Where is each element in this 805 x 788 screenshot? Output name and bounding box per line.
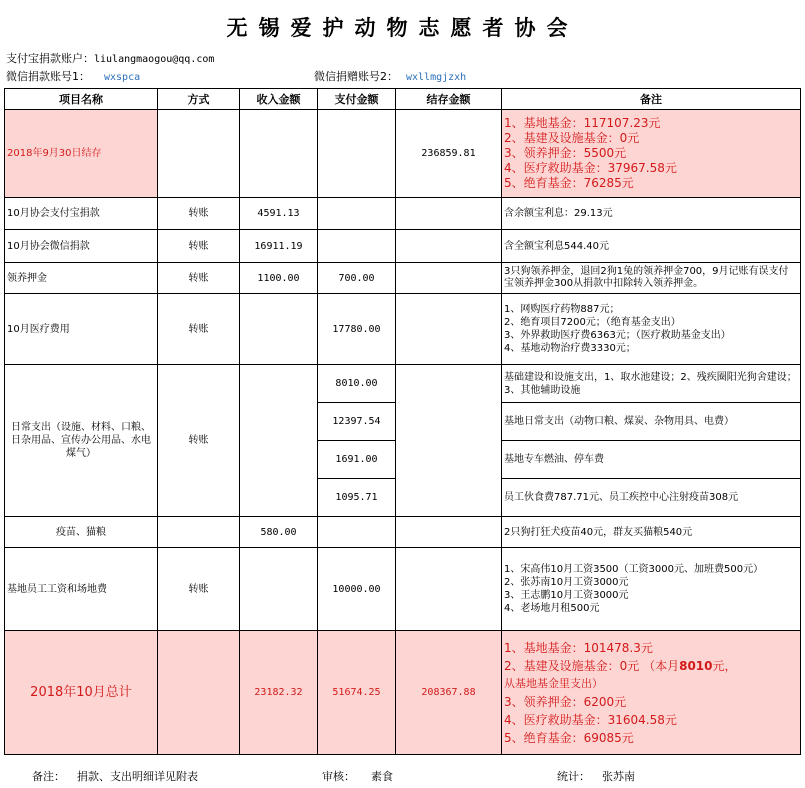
medical-row-method: 转账 xyxy=(158,294,240,365)
salary-row-name: 基地员工工资和场地费 xyxy=(5,548,158,631)
wechat-row-income: 16911.19 xyxy=(240,230,318,263)
vaccine-row-income: 580.00 xyxy=(240,517,318,548)
medical-row-notes: 1、网购医疗药物887元； 2、绝育项目7200元；（绝育基金支出） 3、外界救助医疗费6363元；（医疗救助基金支出） 4、基地动物治疗费3330元； xyxy=(502,294,801,365)
header-item-name: 项目名称 xyxy=(5,89,158,110)
header-notes: 备注 xyxy=(502,89,801,110)
wechat2-label: 微信捐赠账号2： xyxy=(314,70,398,83)
opening-notes: 1、基地基金：117107.23元 2、基建及设施基金：0元 3、领养押金：5500元 4、医疗救助基金：37967.58元 5、绝育基金：76285元 xyxy=(502,110,801,198)
deposit-row-note: 3只狗领养押金，退回2狗1兔的领养押金700，9月记账有误支付宝领养押金300从捐款中扣除转入领养押金。 xyxy=(502,263,801,294)
table-row xyxy=(5,198,801,230)
header-payment: 支付金额 xyxy=(318,89,396,110)
wechat-account-1 xyxy=(6,68,140,84)
total-row-balance: 208367.88 xyxy=(396,631,502,755)
table-row xyxy=(5,365,801,403)
finance-table xyxy=(4,88,801,755)
medical-row-payment: 17780.00 xyxy=(318,294,396,365)
deposit-row-payment: 700.00 xyxy=(318,263,396,294)
wechat-row-note: 含全额宝利息544.40元 xyxy=(502,230,801,263)
table-row xyxy=(5,294,801,365)
daily-item-payment: 1095.71 xyxy=(318,479,396,517)
header-row xyxy=(5,89,801,110)
deposit-row-method: 转账 xyxy=(158,263,240,294)
daily-item-note: 基地专车燃油、停车费 xyxy=(502,441,801,479)
table-row xyxy=(5,631,801,755)
footer-remark: 备注： 捐款、支出明细详见附表 xyxy=(32,770,198,783)
total-row-income: 23182.32 xyxy=(240,631,318,755)
page-title: 无锡爱护动物志愿者协会 xyxy=(226,15,579,40)
salary-row-method: 转账 xyxy=(158,548,240,631)
salary-row-payment: 10000.00 xyxy=(318,548,396,631)
total-row-payment: 51674.25 xyxy=(318,631,396,755)
vaccine-row-name: 疫苗、猫粮 xyxy=(5,517,158,548)
opening-balance: 236859.81 xyxy=(396,110,502,198)
footer-audit: 审核： 素食 xyxy=(322,770,393,783)
wechat-row-method: 转账 xyxy=(158,230,240,263)
daily-item-note: 员工伙食费787.71元、员工疾控中心注射疫苗308元 xyxy=(502,479,801,517)
alipay-label: 支付宝捐款账户： xyxy=(6,52,94,65)
wechat1-label: 微信捐款账号1： xyxy=(6,70,90,83)
wechat1-value: wxspca xyxy=(104,72,141,83)
header-balance: 结存金额 xyxy=(396,89,502,110)
header-method: 方式 xyxy=(158,89,240,110)
opening-name: 2018年9月30日结存 xyxy=(5,110,158,198)
wechat2-value: wxllmgjzxh xyxy=(406,72,467,83)
daily-item-payment: 12397.54 xyxy=(318,403,396,441)
header-income: 收入金额 xyxy=(240,89,318,110)
wechat-row-name: 10月协会微信捐款 xyxy=(5,230,158,263)
table-row xyxy=(5,230,801,263)
alipay-row-note: 含余额宝利息：29.13元 xyxy=(502,198,801,230)
deposit-row-income: 1100.00 xyxy=(240,263,318,294)
daily-item-payment: 1691.00 xyxy=(318,441,396,479)
deposit-row-name: 领养押金 xyxy=(5,263,158,294)
footer-stat: 统计： 张苏南 xyxy=(557,770,635,783)
alipay-row-income: 4591.13 xyxy=(240,198,318,230)
alipay-value: liulangmaogou@qq.com xyxy=(94,54,215,65)
table-row xyxy=(5,110,801,198)
daily-item-note: 基础建设和设施支出，1、取水池建设；2、残疾圈阳光狗舍建设；3、其他辅助设施 xyxy=(502,365,801,403)
wechat-account-2 xyxy=(314,68,466,84)
alipay-row-name: 10月协会支付宝捐款 xyxy=(5,198,158,230)
daily-item-payment: 8010.00 xyxy=(318,365,396,403)
total-row-name: 2018年10月总计 xyxy=(5,631,158,755)
table-row xyxy=(5,517,801,548)
daily-item-note: 基地日常支出（动物口粮、煤炭、杂物用具、电费） xyxy=(502,403,801,441)
medical-row-name: 10月医疗费用 xyxy=(5,294,158,365)
alipay-row-method: 转账 xyxy=(158,198,240,230)
salary-row-notes: 1、宋高伟10月工资3500（工资3000元、加班费500元） 2、张苏南10月工资3000元 3、王志鹏10月工资3000元 4、老场地月租500元 xyxy=(502,548,801,631)
total-row-notes: 1、基地基金：101478.3元 2、基建及设施基金：0元 （本月8010元， 从基地基金里支出） 3、领养押金：6200元 4、医疗救助基金：31604.58元 5、绝育基金：69085元 xyxy=(502,631,801,755)
alipay-account xyxy=(6,50,214,66)
table-row xyxy=(5,263,801,294)
vaccine-row-note: 2只狗打狂犬疫苗40元，群友买猫粮540元 xyxy=(502,517,801,548)
daily-row-name: 日常支出（设施、材料、口粮、日杂用品、宣传办公用品、水电煤气） xyxy=(5,365,158,517)
daily-row-method: 转账 xyxy=(158,365,240,517)
table-row xyxy=(5,548,801,631)
